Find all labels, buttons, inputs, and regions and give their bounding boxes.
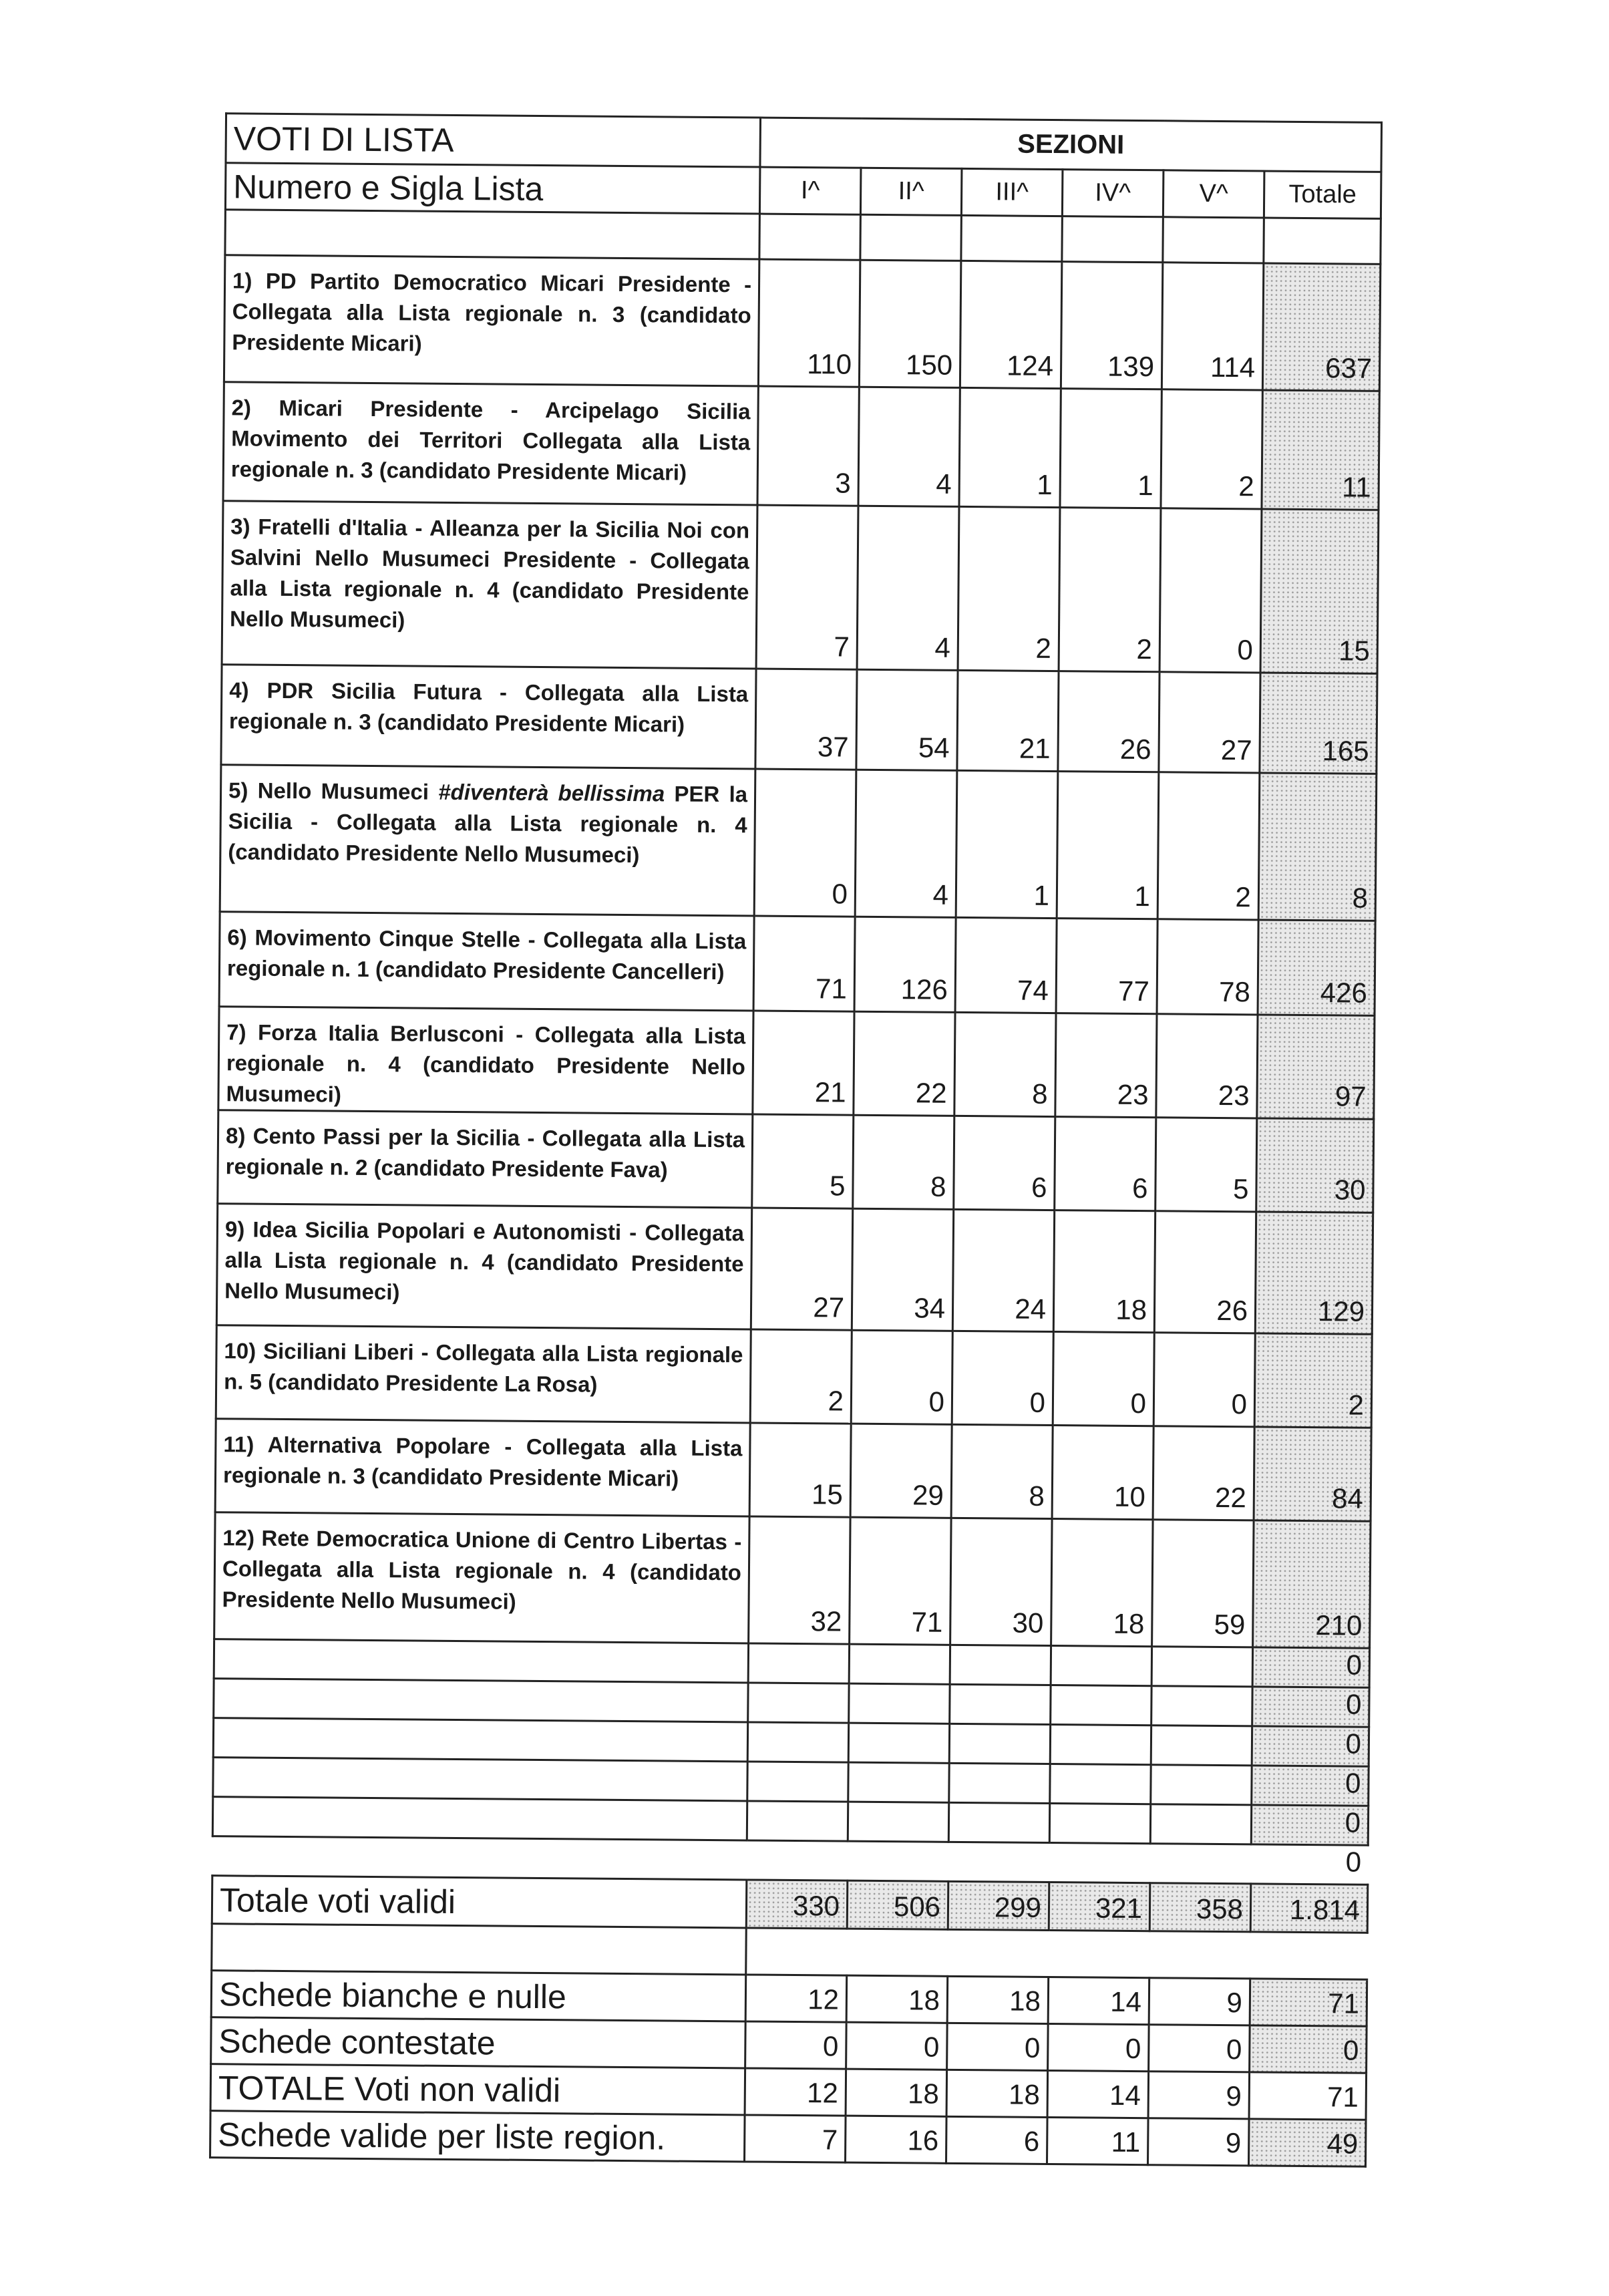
section-5-votes: 5 xyxy=(1155,1118,1257,1212)
section-1-votes: 3 xyxy=(757,386,859,506)
column-header-5: V^ xyxy=(1163,170,1264,218)
summary-section-5: 9 xyxy=(1147,2118,1249,2166)
section-5-votes: 2 xyxy=(1161,389,1262,509)
empty-cell xyxy=(1151,1686,1252,1726)
empty-cell xyxy=(748,1643,849,1683)
summary-section-4: 14 xyxy=(1048,1977,1149,2025)
empty-cell xyxy=(1051,1685,1151,1726)
empty-cell xyxy=(949,1763,1050,1803)
summary-section-4: 0 xyxy=(1048,2024,1149,2072)
section-5-votes: 26 xyxy=(1154,1211,1256,1333)
empty-cell xyxy=(1050,1725,1151,1765)
summary-total: 71 xyxy=(1249,2072,1367,2120)
column-header-3: III^ xyxy=(961,168,1063,216)
section-4-votes: 6 xyxy=(1055,1117,1156,1211)
table-subtitle: Numero e Sigla Lista xyxy=(225,163,760,214)
empty-cell xyxy=(212,1797,747,1840)
empty-cell xyxy=(214,1639,748,1683)
summary-total: 71 xyxy=(1250,1979,1367,2026)
empty-cell xyxy=(948,1802,1049,1842)
summary-row xyxy=(210,2111,1367,2167)
empty-cell xyxy=(747,1762,848,1802)
party-row xyxy=(219,912,1375,1016)
section-1-votes: 7 xyxy=(756,505,858,669)
empty-cell xyxy=(1151,1765,1252,1805)
column-header-totale: Totale xyxy=(1264,171,1381,218)
empty-cell xyxy=(848,1802,948,1842)
party-name: 4) PDR Sicilia Futura - Collegata alla Lista regionale n. 3 (candidato Presidente Micari) xyxy=(221,665,756,769)
section-5-votes: 78 xyxy=(1157,919,1258,1015)
header-row-columns xyxy=(225,163,1381,219)
empty-cell xyxy=(848,1723,949,1763)
party-row xyxy=(220,765,1377,921)
column-header-2: II^ xyxy=(860,168,962,215)
empty-cell xyxy=(849,1683,950,1724)
party-row xyxy=(215,1419,1371,1522)
section-1-votes: 27 xyxy=(751,1208,852,1330)
section-2-votes: 29 xyxy=(850,1424,952,1518)
party-row xyxy=(224,255,1380,391)
party-row xyxy=(223,382,1379,510)
section-5-votes: 2 xyxy=(1157,772,1260,920)
empty-cell xyxy=(950,1684,1051,1724)
summary-section-4: 14 xyxy=(1047,2071,1149,2118)
summary-section-2: 0 xyxy=(846,2022,948,2070)
section-3-votes: 6 xyxy=(954,1116,1055,1210)
summary-label: Schede bianche e nulle xyxy=(211,1971,746,2021)
party-name: 6) Movimento Cinque Stelle - Collegata alla Lista regionale n. 1 (candidato Presidente Cancelleri) xyxy=(219,912,754,1011)
section-4-votes: 1 xyxy=(1060,389,1161,508)
party-total: 8 xyxy=(1258,773,1377,921)
empty-cell xyxy=(1151,1726,1252,1766)
party-row xyxy=(216,1204,1373,1335)
party-row xyxy=(214,1512,1371,1649)
empty-row-total: 0 xyxy=(1252,1726,1369,1766)
summary-label: Schede valide per liste region. xyxy=(210,2111,745,2162)
summary-section-1: 12 xyxy=(745,1975,847,2022)
valid-votes-section-3: 299 xyxy=(948,1881,1049,1930)
section-3-votes: 8 xyxy=(951,1424,1053,1518)
summary-section-1: 0 xyxy=(745,2021,847,2069)
empty-cell xyxy=(748,1683,849,1723)
party-name: 3) Fratelli d'Italia - Alleanza per la Sicilia Noi con Salvini Nello Musumeci Presidente - Collegata alla Lista regionale n. 4 (candidato Presidente Nello Musumeci) xyxy=(222,501,757,669)
summary-total: 0 xyxy=(1250,2025,1367,2073)
section-1-votes: 5 xyxy=(752,1114,854,1208)
section-4-votes: 1 xyxy=(1057,772,1159,919)
party-name: 11) Alternativa Popolare - Collegata alla Lista regionale n. 3 (candidato Presidente Micari) xyxy=(215,1419,750,1516)
column-header-1: I^ xyxy=(759,167,861,214)
party-name: 12) Rete Democratica Unione di Centro Libertas - Collegata alla Lista regionale n. 4 (candidato Presidente Nello Musumeci) xyxy=(214,1512,749,1643)
section-4-votes: 18 xyxy=(1051,1519,1153,1647)
section-5-votes: 23 xyxy=(1156,1014,1258,1118)
ballot-sheet xyxy=(209,112,1381,2172)
section-4-votes: 26 xyxy=(1058,671,1159,772)
section-3-votes: 2 xyxy=(958,506,1060,671)
section-3-votes: 21 xyxy=(957,670,1059,771)
header-row-title xyxy=(226,114,1382,172)
section-2-votes: 126 xyxy=(854,917,956,1012)
empty-cell xyxy=(747,1801,848,1841)
summary-section-3: 0 xyxy=(947,2023,1049,2070)
section-1-votes: 32 xyxy=(749,1516,850,1644)
valid-votes-section-1: 330 xyxy=(746,1880,848,1929)
section-2-votes: 8 xyxy=(853,1115,954,1209)
section-1-votes: 2 xyxy=(750,1329,852,1424)
column-header-4: IV^ xyxy=(1062,170,1164,217)
section-5-votes: 59 xyxy=(1152,1520,1254,1647)
party-name: 9) Idea Sicilia Popolari e Autonomisti - Collegata alla Lista regionale n. 4 (candidato Presidente Nello Musumeci) xyxy=(216,1204,751,1329)
section-5-votes: 22 xyxy=(1153,1426,1254,1520)
party-name: 5) Nello Musumeci #diventerà bellissima PER la Sicilia - Collegata alla Lista regionale n. 4 (candidato Presidente Nello Musumeci) xyxy=(220,765,755,916)
party-row xyxy=(222,501,1379,674)
section-4-votes: 10 xyxy=(1052,1426,1153,1520)
party-total: 426 xyxy=(1258,920,1375,1015)
totale-voti-validi-row xyxy=(212,1876,1368,1933)
summary-section-5: 9 xyxy=(1149,1978,1250,2025)
voti-di-lista-table xyxy=(209,112,1383,2168)
trailing-total-value: 0 xyxy=(1345,1846,1362,1878)
section-1-votes: 37 xyxy=(755,669,857,770)
party-row xyxy=(218,1007,1375,1120)
section-4-votes: 18 xyxy=(1053,1210,1155,1333)
empty-cell xyxy=(213,1718,747,1762)
section-5-votes: 27 xyxy=(1159,672,1260,773)
party-name: 8) Cento Passi per la Sicilia - Collegata alla Lista regionale n. 2 (candidato Presidente Fava) xyxy=(218,1110,753,1208)
sezioni-label: SEZIONI xyxy=(760,118,1382,172)
table-title: VOTI DI LISTA xyxy=(226,114,761,167)
section-2-votes: 22 xyxy=(854,1011,955,1116)
section-2-votes: 34 xyxy=(852,1208,953,1331)
empty-cell xyxy=(1051,1646,1151,1686)
empty-row-total: 0 xyxy=(1252,1647,1369,1687)
party-row xyxy=(216,1325,1372,1428)
party-total: 15 xyxy=(1260,509,1379,673)
section-2-votes: 4 xyxy=(855,770,957,917)
section-3-votes: 8 xyxy=(954,1012,1056,1116)
empty-cell xyxy=(848,1762,949,1802)
valid-votes-section-2: 506 xyxy=(847,1880,948,1929)
section-4-votes: 77 xyxy=(1056,919,1157,1014)
empty-cell xyxy=(747,1722,848,1762)
empty-cell xyxy=(950,1645,1051,1685)
section-3-votes: 30 xyxy=(950,1518,1052,1645)
section-5-votes: 0 xyxy=(1159,508,1262,673)
party-name: 7) Forza Italia Berlusconi - Collegata alla Lista regionale n. 4 (candidato Presidente Nello Musumeci) xyxy=(218,1007,753,1114)
section-4-votes: 0 xyxy=(1053,1332,1154,1426)
section-3-votes: 1 xyxy=(956,770,1058,918)
summary-section-2: 18 xyxy=(846,2069,947,2116)
valid-votes-section-4: 321 xyxy=(1049,1882,1150,1931)
valid-votes-section-5: 358 xyxy=(1149,1883,1251,1932)
summary-section-3: 18 xyxy=(947,1976,1049,2023)
empty-row-total: 0 xyxy=(1252,1687,1369,1727)
party-row xyxy=(218,1110,1374,1213)
summary-section-5: 0 xyxy=(1149,2025,1250,2072)
party-name: 1) PD Partito Democratico Micari Presidente - Collegata alla Lista regionale n. 3 (candidato Presidente Micari) xyxy=(224,255,759,386)
party-total: 30 xyxy=(1256,1118,1374,1212)
section-4-votes: 2 xyxy=(1059,508,1161,672)
summary-section-3: 18 xyxy=(946,2070,1048,2117)
summary-section-2: 16 xyxy=(846,2116,947,2163)
section-3-votes: 0 xyxy=(952,1331,1053,1425)
section-2-votes: 54 xyxy=(856,669,958,770)
empty-cell xyxy=(1150,1804,1251,1844)
party-total: 165 xyxy=(1260,673,1377,774)
party-total: 129 xyxy=(1255,1212,1373,1334)
section-5-votes: 0 xyxy=(1153,1333,1255,1427)
summary-label: TOTALE Voti non validi xyxy=(210,2064,745,2115)
party-total: 97 xyxy=(1257,1015,1375,1119)
gap-left xyxy=(212,1924,747,1975)
section-3-votes: 124 xyxy=(960,261,1061,388)
empty-cell xyxy=(1049,1804,1150,1844)
gap-right xyxy=(746,1928,1368,1979)
section-1-votes: 0 xyxy=(754,769,856,917)
section-2-votes: 4 xyxy=(857,506,959,670)
party-row xyxy=(221,665,1377,774)
section-3-votes: 74 xyxy=(955,917,1057,1013)
empty-cell xyxy=(949,1724,1050,1764)
summary-section-1: 12 xyxy=(745,2068,846,2116)
totale-voti-validi-label: Totale voti validi xyxy=(212,1876,747,1928)
section-2-votes: 4 xyxy=(858,387,960,506)
empty-cell xyxy=(213,1758,747,1801)
section-5-votes: 114 xyxy=(1161,263,1263,390)
summary-section-3: 6 xyxy=(946,2116,1048,2164)
summary-total: 49 xyxy=(1248,2119,1366,2166)
section-2-votes: 150 xyxy=(859,260,960,387)
section-4-votes: 139 xyxy=(1061,262,1162,389)
section-2-votes: 0 xyxy=(851,1330,952,1424)
party-total: 84 xyxy=(1254,1427,1371,1521)
section-1-votes: 71 xyxy=(753,916,855,1011)
summary-section-1: 7 xyxy=(745,2115,846,2162)
summary-section-5: 9 xyxy=(1148,2072,1250,2119)
party-name: 10) Siciliani Liberi - Collegata alla Lista regionale n. 5 (candidato Presidente La Rosa) xyxy=(216,1325,751,1423)
section-1-votes: 21 xyxy=(753,1011,854,1115)
section-2-votes: 71 xyxy=(850,1517,951,1645)
party-total: 11 xyxy=(1262,390,1379,510)
summary-section-4: 11 xyxy=(1047,2118,1148,2165)
section-3-votes: 24 xyxy=(952,1209,1054,1331)
summary-section-2: 18 xyxy=(846,1975,948,2023)
summary-label: Schede contestate xyxy=(211,2017,746,2068)
section-4-votes: 23 xyxy=(1055,1013,1157,1118)
empty-cell xyxy=(214,1679,748,1722)
empty-cell xyxy=(1151,1647,1252,1687)
section-1-votes: 110 xyxy=(758,259,860,387)
valid-votes-total: 1.814 xyxy=(1250,1884,1368,1933)
empty-cell xyxy=(849,1644,950,1684)
party-total: 2 xyxy=(1254,1333,1372,1428)
party-total: 210 xyxy=(1253,1520,1371,1648)
section-3-votes: 1 xyxy=(959,387,1061,507)
empty-cell xyxy=(1050,1764,1151,1804)
empty-row-total: 0 xyxy=(1252,1766,1369,1806)
section-1-votes: 15 xyxy=(749,1423,851,1517)
party-name: 2) Micari Presidente - Arcipelago Sicilia Movimento dei Territori Collegata alla Lista regionale n. 3 (candidato Presidente Micari) xyxy=(223,382,758,505)
empty-row-total: 0 xyxy=(1251,1805,1368,1845)
party-total: 637 xyxy=(1262,263,1381,391)
